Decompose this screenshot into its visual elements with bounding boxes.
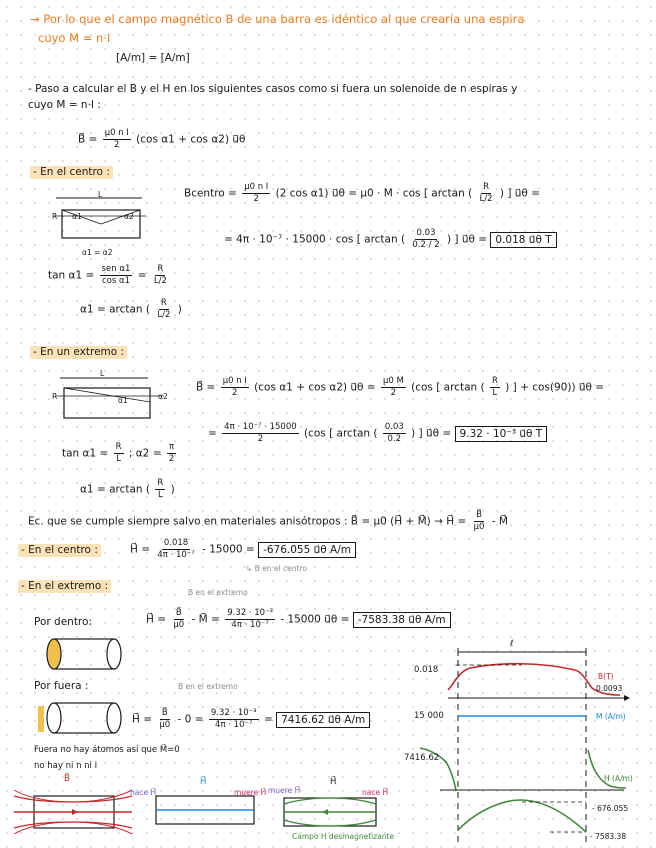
- h-centro-formula: H⃗ = $\frac{0.018}{\text{4π · 10⁻⁷}}$ - 15000 = -676.055 u⃗θ A/m: [130, 538, 356, 561]
- h-dentro-result: -7583.38 u⃗θ A/m: [353, 612, 451, 628]
- tan-alpha-extremo: tan α1 = $\frac{R}{L}$ ; α2 = $\frac{\pi}{2}$: [62, 442, 175, 464]
- b-extremo-result: 9.32 · 10⁻³ u⃗θ T: [455, 426, 548, 442]
- graph-h-outside-value: 7416.62: [404, 753, 440, 763]
- bottom-muere-label: muere H⃗: [234, 788, 267, 797]
- end-diagram-a2: α2: [158, 392, 168, 401]
- cylinder-outside-icon: [34, 700, 126, 736]
- center-diagram-L: L: [98, 190, 103, 199]
- end-diagram-L: L: [100, 369, 105, 378]
- arctan-alpha-extremo: α1 = arctan ( $\frac{R}{L}$ ): [80, 478, 175, 500]
- b-extremo-line-2: = $\frac{\text{4π · 10⁻⁷ · 15000}}{2}$ (cos [ arctan ( $\frac{0.03}{0.2}$ ) ] u⃗θ = 9.32 · 10⁻³ u⃗θ T: [208, 422, 547, 445]
- h-fuera-formula: H⃗ = $\frac{B⃗}{\mu 0}$ - 0 = $\frac{\text{9.32 · 10⁻³}}{\text{4π · 10⁻⁷}}$ = 7416.62 u⃗θ A/m: [132, 708, 370, 731]
- demagnetizing-caption: Campo H desmagnetizante: [292, 832, 395, 841]
- graph-h-axis-label: H (A/m): [604, 774, 633, 783]
- graph-m-axis-label: M (A/m): [596, 712, 626, 721]
- h-extremo-header: - En el extremo :: [18, 580, 111, 593]
- fuera-note-2: no hay ni n ni I: [34, 761, 98, 771]
- b-field-lines-sketch: [12, 784, 134, 844]
- bottom-nace-label-2: nace H⃗: [362, 788, 389, 797]
- h-centro-note: ↳ B en el centro: [246, 564, 307, 573]
- graph-h-center-value: - 676.055: [592, 804, 629, 813]
- section-centro-header: - En el centro :: [30, 166, 113, 179]
- center-diagram-a2: α2: [124, 212, 134, 221]
- section-extremo-header: - En un extremo :: [30, 346, 127, 359]
- end-diagram-R: R: [52, 392, 58, 401]
- solenoid-center-diagram: [50, 192, 150, 252]
- graph-b-center-value: 0.018: [414, 665, 439, 675]
- graph-length-label: ℓ: [510, 639, 514, 649]
- b-centro-result: 0.018 u⃗θ T: [490, 232, 556, 248]
- h-centro-header: - En el centro :: [18, 544, 101, 557]
- center-diagram-equal-angles: α1 = α2: [82, 248, 113, 257]
- h-dentro-formula: H⃗ = $\frac{B⃗}{\mu 0}$ - M⃗ = $\frac{\text{9.32 · 10⁻³}}{\text{4π · 10⁻⁷}}$ - 15000 u⃗θ = -7583.38 u⃗θ A/m: [146, 608, 451, 631]
- bottom-h-label-2: H⃗: [330, 777, 337, 787]
- center-diagram-a1: α1: [72, 212, 82, 221]
- solenoid-intro-line-1: - Paso a calcular el B y el H en los siguientes casos como si fuera un solenoide de n espiras y: [28, 83, 518, 95]
- por-dentro-label: Por dentro:: [34, 616, 92, 628]
- bottom-nace-label: nace H⃗: [130, 788, 157, 797]
- arctan-alpha-centro: α1 = arctan ( $\frac{R}{L/2}$ ): [80, 298, 182, 320]
- h-extremo-note-top: B en el extremo: [188, 588, 248, 597]
- intro-line-1: → Por lo que el campo magnético B de una barra es idéntico al que crearía una espira: [30, 12, 525, 26]
- general-equation-line: Ec. que se cumple siempre salvo en materiales anisótropos : B⃗ = μ0 (H⃗ + M⃗) → H⃗ = $\frac{B⃗}{\mu 0}$ - M⃗: [28, 510, 508, 532]
- b-centro-line-2: = 4π · 10⁻⁷ · 15000 · cos [ arctan ( $\frac{0.03}{0.2 / 2}$ ) ] u⃗θ = 0.018 u⃗θ T: [224, 228, 557, 251]
- center-diagram-R: R: [52, 212, 58, 221]
- bottom-muere-label-2: muere H⃗: [268, 786, 301, 795]
- b-centro-line-1: Bcentro = $\frac{\text{μ0 n I}}{2}$ (2 cos α1) u⃗θ = μ0 · M · cos [ arctan ( $\frac{R}{L/2}$ ) ] u⃗θ =: [184, 182, 540, 204]
- graph-b-axis-label: B(T): [598, 672, 614, 681]
- solenoid-intro-line-2: cuyo M = n·I :: [28, 99, 101, 111]
- por-fuera-label: Por fuera :: [34, 680, 89, 692]
- graph-m-value: 15 000: [414, 711, 444, 721]
- tan-alpha-centro: tan α1 = $\frac{\text{sen α1}}{\text{cos α1}}$ = $\frac{R}{L/2}$: [48, 264, 167, 286]
- bottom-h-label: H⃗: [200, 777, 207, 787]
- solenoid-end-diagram: [52, 372, 172, 432]
- h-centro-result: -676.055 u⃗θ A/m: [258, 542, 356, 558]
- graph-h-end-value: - 7583.38: [590, 832, 627, 841]
- general-b-formula: B⃗ = $\frac{\text{μ0 n I}}{2}$ (cos α1 + cos α2) u⃗θ: [78, 128, 246, 150]
- h-fuera-result: 7416.62 u⃗θ A/m: [276, 712, 370, 728]
- b-extremo-line-1: B⃗ = $\frac{\text{μ0 n I}}{2}$ (cos α1 + cos α2) u⃗θ = $\frac{\mu 0 M}{2}$ (cos [ arctan ( $\frac{R}{L}$ ) ] + cos(90)) u⃗θ =: [196, 376, 605, 398]
- graph-b-end-value: 0.0093: [596, 684, 623, 693]
- units-equation: [A/m] = [A/m]: [116, 52, 190, 64]
- intro-line-2: cuyo M = n·I: [38, 31, 111, 45]
- end-diagram-a1: α1: [118, 396, 128, 405]
- h-fuera-note: B en el extremo: [178, 682, 238, 691]
- cylinder-inside-icon: [44, 636, 124, 672]
- fuera-note-1: Fuera no hay átomos así que M⃗=0: [34, 745, 180, 755]
- bottom-b-label: B⃗: [64, 774, 70, 784]
